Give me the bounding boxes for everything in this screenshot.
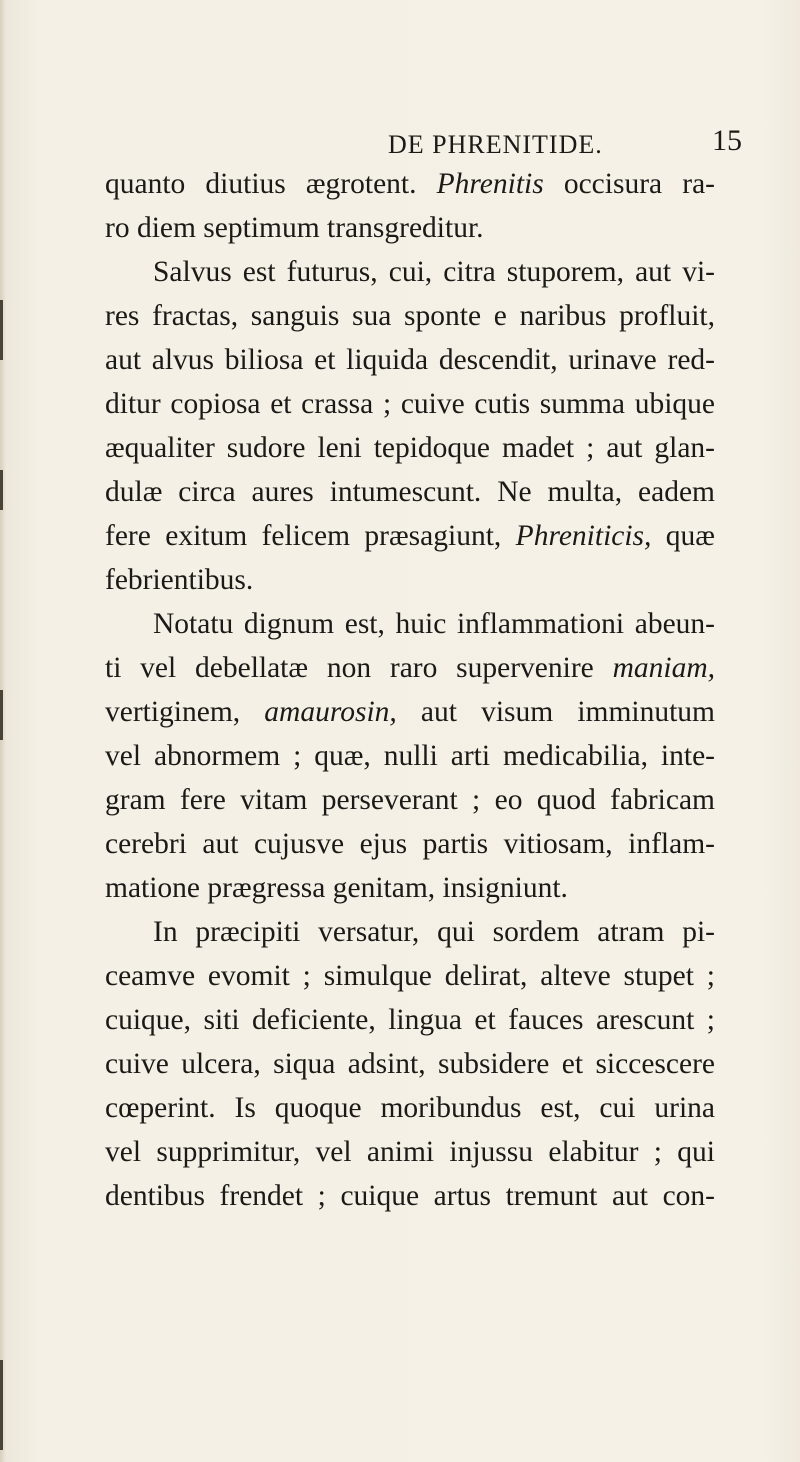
text-line [105,1130,715,1174]
italic-term: amaurosin, [264,696,397,728]
text-segment: quanto diutius ægrotent. [105,168,437,200]
text-segment: Notatu dignum est, huic inflammationi abeun- [153,608,715,640]
text-line [105,646,715,690]
text-line [105,382,715,426]
binding-mark [0,1360,3,1450]
text-segment: vel supprimitur, vel animi injussu elabitur ; qui [105,1136,715,1168]
text-line [105,690,715,734]
text-line [105,294,715,338]
text-segment: cœperint. Is quoque moribundus est, cui urina [105,1092,715,1124]
italic-term: Phreniticis, [515,520,652,552]
text-line [105,910,715,954]
text-segment: vertiginem, [105,696,265,728]
text-line [105,1174,715,1218]
body-text [105,162,715,1218]
text-line [105,338,715,382]
text-line [105,514,715,558]
text-segment: aut alvus biliosa et liquida descendit, urinave red- [105,344,715,376]
text-line [105,250,715,294]
binding-mark [0,470,3,510]
page-number: 15 [712,124,742,157]
text-segment: cuive ulcera, siqua adsint, subsidere et siccescere [105,1048,715,1080]
text-line [105,734,715,778]
text-line [105,778,715,822]
text-line [105,866,715,910]
text-segment: ditur copiosa et crassa ; cuive cutis summa ubique [105,388,715,420]
text-segment: ti vel debellatæ non raro supervenire [105,652,613,684]
text-line [105,470,715,514]
text-segment: vel abnormem ; quæ, nulli arti medicabilia, inte- [105,740,715,772]
text-line [105,954,715,998]
text-line [105,1086,715,1130]
text-segment: fere exitum felicem præsagiunt, [105,520,516,552]
text-segment: res fractas, sanguis sua sponte e naribus profluit, [105,300,715,332]
text-line [105,206,715,250]
text-segment: aut visum imminutum [396,696,715,728]
text-line [105,558,715,602]
text-segment: cuique, siti deficiente, lingua et fauces arescunt ; [105,1004,715,1036]
text-line [105,1042,715,1086]
text-segment: gram fere vitam perseverant ; eo quod fabricam [105,784,715,816]
text-segment: ceamve evomit ; simulque delirat, alteve stupet ; [105,960,715,992]
text-line [105,426,715,470]
text-segment: cerebri aut cujusve ejus partis vitiosam, inflam- [105,828,715,860]
text-line [105,162,715,206]
text-line [105,822,715,866]
text-line [105,998,715,1042]
running-head: DE PHRENITIDE. [388,130,603,159]
text-segment: matione prægressa genitam, insigniunt. [105,872,568,904]
text-segment: In præcipiti versatur, qui sordem atram pi- [153,916,715,948]
text-segment: dentibus frendet ; cuique artus tremunt aut con- [105,1180,715,1212]
text-line [105,602,715,646]
italic-term: maniam, [612,652,715,684]
italic-term: Phrenitis [436,168,544,200]
text-segment: occisura ra- [543,168,715,200]
text-segment: dulæ circa aures intumescunt. Ne multa, eadem [105,476,715,508]
text-segment: quæ [651,520,715,552]
binding-mark [0,690,3,740]
text-segment: æqualiter sudore leni tepidoque madet ; aut glan- [105,432,715,464]
text-segment: febrientibus. [105,564,254,596]
binding-mark [0,300,3,360]
text-segment: ro diem septimum transgreditur. [105,212,484,244]
text-segment: Salvus est futurus, cui, citra stuporem, aut vi- [153,256,715,288]
